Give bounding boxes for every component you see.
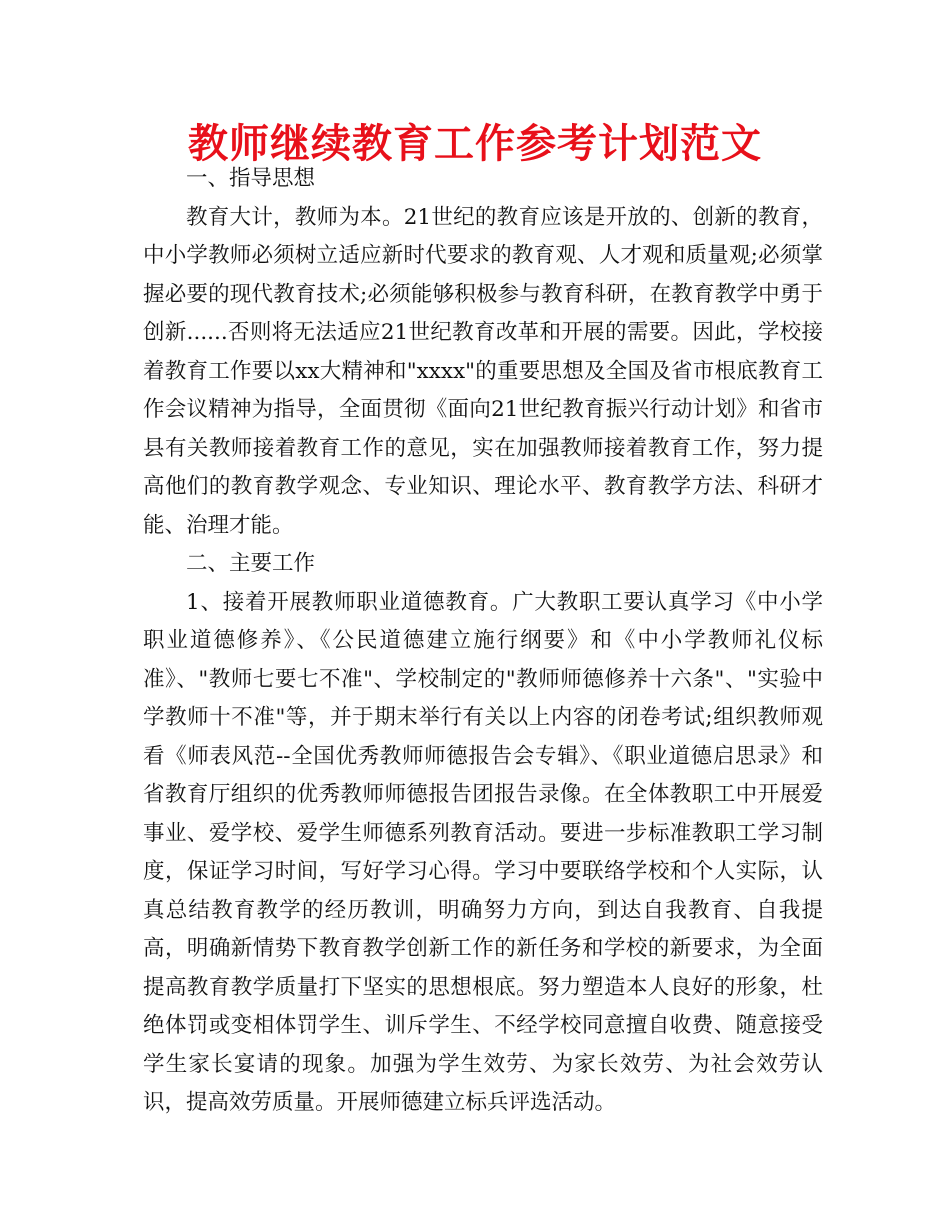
- section-heading-main-work: 二、主要工作: [186, 551, 316, 576]
- section-paragraph-main-work: 1、接着开展教师职业道德教育。广大教职工要认真学习《中小学职业道德修养》、《公民道德建立施行纲要》和《中小学教师礼仪标准》、"教师七要七不准"、学校制定的"教师师德修养十六条"、"实验中学教师十不准"等，并于期末举行有关以上内容的闭卷考试;组织教师观看《师表风范--全国优秀教师师德报告会专辑》、《职业道德启思录》和省教育厅组织的优秀教师师德报告团报告录像。在全体教职工中开展爱事业、爱学校、爱学生师德系列教育活动。要进一步标准教职工学习制度，保证学习时间，写好学习心得。学习中要联络学校和个人实际，认真总结教育教学的经历教训，明确努力方向，到达自我教育、自我提高，明确新情势下教育教学创新工作的新任务和学校的新要求，为全面提高教育教学质量打下坚实的思想根底。努力塑造本人良好的形象，杜绝体罚或变相体罚学生、训斥学生、不经学校同意擅自收费、随意接受学生家长宴请的现象。加强为学生效劳、为家长效劳、为社会效劳认识，提高效劳质量。开展师德建立标兵评选活动。: [143, 589, 823, 1115]
- section-heading-guiding-ideology: 一、指导思想: [186, 166, 316, 191]
- document-body: [143, 160, 823, 1123]
- section-paragraph-guiding-ideology: 教育大计，教师为本。21世纪的教育应该是开放的、创新的教育，中小学教师必须树立适应新时代要求的教育观、人才观和质量观;必须掌握必要的现代教育技术;必须能够积极参与教育科研，在教育教学中勇于创新......否则将无法适应21世纪教育改革和开展的需要。因此，学校接着教育工作要以xx大精神和"xxxx"的重要思想及全国及省市根底教育工作会议精神为指导，全面贯彻《面向21世纪教育振兴行动计划》和省市县有关教师接着教育工作的意见，实在加强教师接着教育工作，努力提高他们的教育教学观念、专业知识、理论水平、教育教学方法、科研才能、治理才能。: [143, 204, 823, 538]
- document-title: 教师继续教育工作参考计划范文: [188, 121, 762, 167]
